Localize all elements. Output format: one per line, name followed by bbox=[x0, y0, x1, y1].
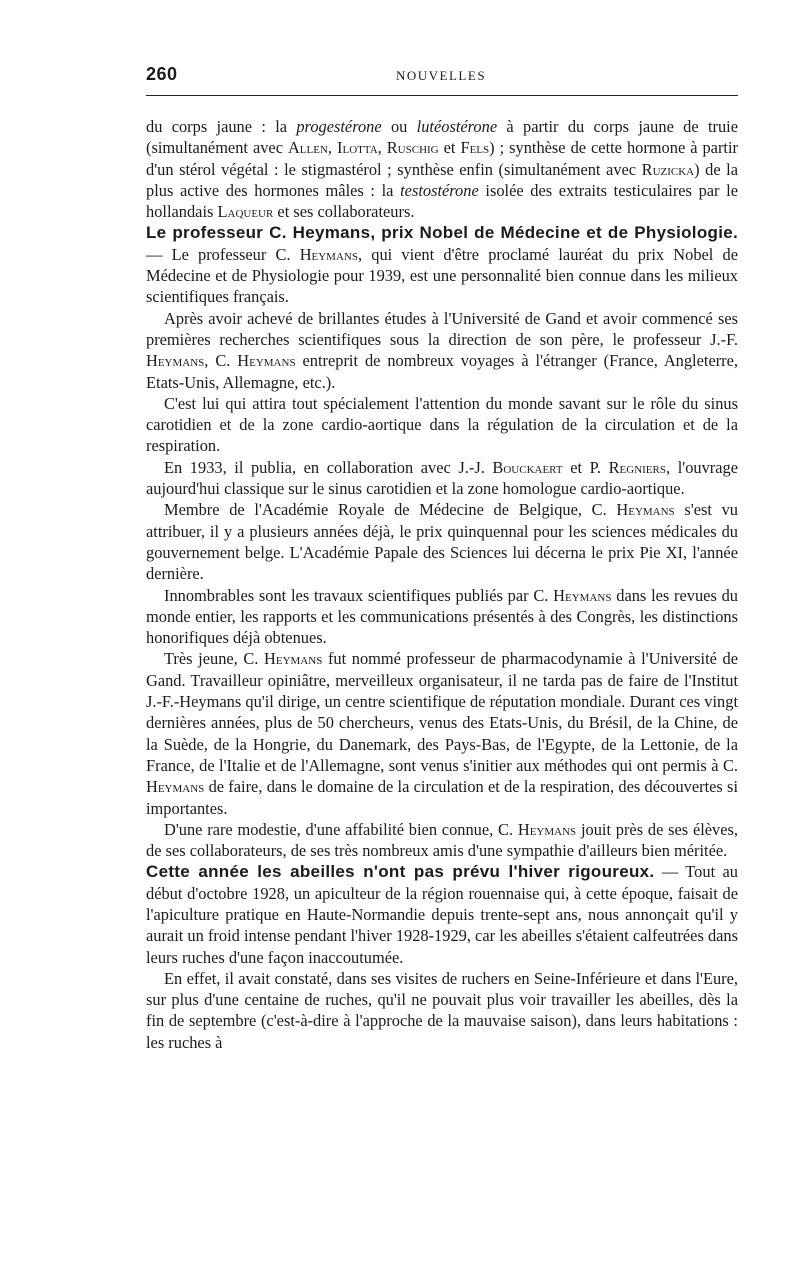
page-header bbox=[146, 64, 736, 94]
section-heading: Le professeur C. Heymans, prix Nobel de Médecine et de Physiologie. bbox=[146, 223, 738, 243]
text: et bbox=[438, 138, 461, 158]
person-name: Heymans bbox=[237, 351, 296, 371]
text: à partir du corps jaune de truie (simultanément avec bbox=[146, 117, 738, 158]
author-name: Ilotta bbox=[337, 138, 378, 158]
section-heymans-intro bbox=[146, 222, 738, 307]
text: ou bbox=[381, 117, 417, 136]
italic-term: progestérone bbox=[296, 117, 382, 136]
person-name: Heymans bbox=[264, 649, 323, 669]
paragraph bbox=[146, 308, 738, 393]
section-abeilles-intro bbox=[146, 861, 738, 967]
paragraph bbox=[146, 457, 738, 500]
author-name: Fels bbox=[460, 138, 490, 158]
italic-term: lutéostérone bbox=[416, 117, 498, 136]
text: Membre de l'Académie Royale de Médecine de Belgique, C. bbox=[164, 500, 617, 520]
author-name: Allen bbox=[287, 138, 328, 158]
running-title: NOUVELLES bbox=[396, 68, 487, 83]
paragraph bbox=[146, 499, 738, 584]
text: ) de la plus active des hormones mâles : la bbox=[146, 159, 739, 200]
text: isolée des extraits testiculaires par le hollandais bbox=[146, 180, 738, 222]
continuation-paragraph bbox=[146, 116, 738, 222]
text: Après avoir achevé de brillantes études à l'Université de Gand et avoir commencé ses premières recherches scientifiques sous la direction de son père, le professeur J.-F. bbox=[146, 308, 738, 349]
person-name: Heymans bbox=[146, 351, 205, 371]
text: dans les revues du monde entier, les rapports et les communications présentés à des Congrès, les distinctions honorifiques déjà obtenues. bbox=[146, 585, 738, 648]
paragraph bbox=[146, 648, 738, 818]
author-name: Ruzicka bbox=[641, 159, 695, 179]
text: de faire, dans le domaine de la circulation et de la respiration, des découvertes si importantes. bbox=[146, 777, 738, 818]
text: ) ; synthèse de cette hormone à partir d'un stérol végétal : le stigmastérol ; synthèse enfin (simultanément avec bbox=[146, 138, 738, 179]
text: En 1933, il publia, en collaboration avec J.-J. bbox=[164, 457, 493, 477]
text: — Le professeur C. bbox=[146, 244, 300, 264]
person-name: Heymans bbox=[299, 244, 358, 264]
text: Innombrables sont les travaux scientifiques publiés par C. bbox=[164, 585, 554, 605]
text: et ses collaborateurs. bbox=[273, 202, 415, 222]
text: s'est vu attribuer, il y a plusieurs années déjà, le prix quinquennal pour les sciences médicales du gouvernement belge. L'Académie Papale des Sciences lui décerna le prix Pie XI, l'année dernière. bbox=[146, 500, 738, 584]
text: Très jeune, C. bbox=[164, 649, 265, 669]
person-name: Heymans bbox=[517, 819, 577, 839]
person-name: Heymans bbox=[146, 777, 205, 797]
text: fut nommé professeur de pharmacodynamie à l'Université de Gand. Travailleur opiniâtre, merveilleux organisateur, il ne tarda pas de faire de l'Institut J.-F.-Heymans qu'il dirige, un centre scientifique de réputation mondiale. Durant ces vingt dernières années, plus de 50 chercheurs, venus des Etats-Unis, du Brésil, de la Chine, de la Suède, de la Hongrie, du Danemark, des Pays-Bas, de l'Egypte, de la Lettonie, de la France, de l'Italie et de l'Allemagne, sont venus s'initier aux méthodes qui ont permis à C. bbox=[146, 649, 738, 775]
section-heading: Cette année les abeilles n'ont pas prévu l'hiver rigoureux. bbox=[146, 862, 655, 882]
person-name: Heymans bbox=[553, 585, 612, 605]
page-number: 260 bbox=[146, 64, 178, 84]
header-rule bbox=[146, 95, 738, 96]
author-name: Ruschig bbox=[386, 138, 439, 158]
paragraph bbox=[146, 585, 738, 649]
author-name: Laqueur bbox=[217, 202, 274, 222]
italic-term: testostérone bbox=[400, 180, 479, 200]
person-name: Heymans bbox=[616, 500, 675, 520]
paragraph: C'est lui qui attira tout spécialement l'attention du monde savant sur le rôle du sinus carotidien et de la zone cardio-aortique dans la régulation de la circulation et de la respiration. bbox=[146, 393, 738, 456]
person-name: Regniers bbox=[608, 457, 666, 477]
paragraph: En effet, il avait constaté, dans ses visites de ruchers en Seine-Inférieure et dans l'Eure, sur plus d'une centaine de ruches, qu'il ne pouvait plus voir travailler les abeilles, dès la fin de septembre (c'est-à-dire à l'approche de la mauvaise saison), dans leurs habitations : les ruches à bbox=[146, 968, 738, 1052]
paragraph bbox=[146, 819, 738, 862]
text: , qui vient d'être proclamé lauréat du prix Nobel de Médecine et de Physiologie pour 1939, est une personnalité bien connue dans les milieux scientifiques français. bbox=[146, 244, 738, 307]
text: — Tout au début d'octobre 1928, un apiculteur de la région rouennaise qui, à cette époque, faisait de l'apiculture pratique en Haute-Normandie depuis trente-sept ans, nous annonçait qu'il y aurait un froid intense pendant l'hiver 1928-1929, car les abeilles s'étaient calfeutrées dans leurs ruches d'une façon inaccoutumée. bbox=[146, 862, 738, 967]
text: entreprit de nombreux voyages à l'étranger (France, Angleterre, Etats-Unis, Allemagne, etc.). bbox=[146, 351, 739, 392]
text: jouit près de ses élèves, de ses collaborateurs, de ses très nombreux amis d'une sympathie d'ailleurs bien méritée. bbox=[146, 819, 739, 861]
text: du corps jaune : la bbox=[146, 117, 297, 136]
text: , bbox=[327, 138, 338, 158]
text: et P. bbox=[562, 457, 609, 477]
text: , C. bbox=[204, 351, 238, 371]
article-body bbox=[146, 116, 738, 1053]
text: , l'ouvrage aujourd'hui classique sur le sinus carotidien et la zone homologue cardio-aortique. bbox=[146, 457, 738, 499]
text: D'une rare modestie, d'une affabilité bien connue, C. bbox=[164, 819, 518, 839]
text: , bbox=[377, 138, 387, 158]
person-name: Bouckaert bbox=[492, 457, 563, 477]
